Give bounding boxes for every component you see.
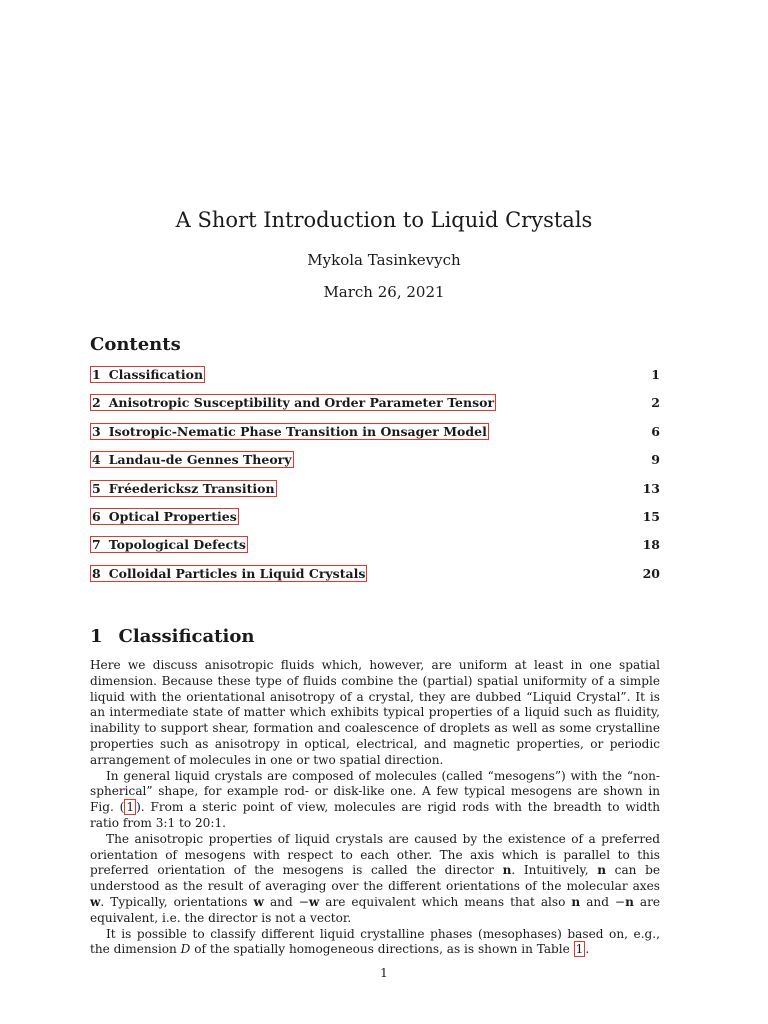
toc-page-number: 18 — [642, 537, 660, 553]
table-reference-link[interactable]: 1 — [575, 942, 584, 957]
toc-page-number: 6 — [651, 423, 660, 439]
toc-entry — [90, 508, 660, 536]
toc-page-number: 9 — [651, 452, 660, 468]
paragraph: It is possible to classify different liquid crystalline phases (mesophases) based on, e.g., the dimension D of the spatially homogeneous directions, as is shown in Table 1 . — [90, 926, 660, 957]
toc-link-classification[interactable]: 1 Classification — [92, 367, 204, 382]
section-body — [90, 658, 660, 958]
paragraph: The anisotropic properties of liquid crystals are caused by the existence of a preferred orientation of mesogens with respect to each other. The axis which is parallel to this preferred orientation of the mesogens is called the director n. Intuitively, n can be understood as the result of averaging over the different orientations of the molecular axes w. Typically, orientations w and −w are equivalent which means that also n and −n are equivalent, i.e. the director is not a vector. — [90, 831, 661, 925]
toc-entry — [90, 536, 660, 564]
toc-entry — [90, 366, 660, 394]
toc-link-optical-properties[interactable]: 6 Optical Properties — [92, 508, 237, 524]
date: March 26, 2021 — [323, 283, 445, 301]
toc-link-isotropic-nematic[interactable]: 3 Isotropic-Nematic Phase Transition in Onsager Model — [92, 423, 487, 439]
paragraph: In general liquid crystals are composed of molecules (called “mesogens”) with the “non-spherical” shape, for example rod- or disk-like one. A few typical mesogens are shown in Fig. ( 1 ). From a steric point of view, molecules are rigid rods with the breadth to width ratio from 3:1 to 20:1. — [90, 768, 660, 830]
toc-entry — [90, 451, 660, 479]
toc-link-anisotropic-susceptibility[interactable]: 2 Anisotropic Susceptibility and Order Parameter Tensor — [92, 395, 495, 411]
figure-reference-link[interactable]: 1 — [126, 800, 135, 815]
toc-entry — [90, 394, 660, 422]
toc-link-colloidal-particles[interactable]: 8 Colloidal Particles in Liquid Crystals — [92, 565, 366, 581]
contents-heading: Contents — [90, 334, 181, 355]
toc-link-landau-de-gennes[interactable]: 4 Landau-de Gennes Theory — [92, 452, 292, 468]
toc-page-number: 15 — [642, 508, 660, 524]
paragraph: Here we discuss anisotropic fluids which, however, are uniform at least in one spatial dimension. Because these type of fluids combine the (partial) spatial uniformity of a simple liquid with the orientational anisotropy of a crystal, they are dubbed “Liquid Crystal”. It is an intermediate state of matter which exhibits typical properties of a liquid such as fluidity, inability to support shear, formation and coalescence of droplets as well as some crystalline properties such as anisotropy in optical, electrical, and magnetic properties, or periodic arrangement of molecules in one or two spatial direction. — [90, 658, 660, 767]
table-of-contents — [90, 366, 660, 593]
section-heading: 1 Classification — [90, 626, 255, 647]
toc-page-number: 2 — [651, 395, 660, 411]
toc-page-number: 13 — [642, 480, 660, 496]
toc-entry — [90, 423, 660, 451]
page-number: 1 — [380, 966, 388, 980]
toc-link-topological-defects[interactable]: 7 Topological Defects — [92, 537, 246, 553]
toc-entry — [90, 480, 660, 508]
toc-page-number: 20 — [642, 565, 660, 581]
toc-page-number: 1 — [651, 367, 660, 382]
paper-title: A Short Introduction to Liquid Crystals — [175, 208, 593, 232]
toc-link-freedericksz[interactable]: 5 Fréedericksz Transition — [92, 480, 275, 496]
toc-entry — [90, 565, 660, 593]
author: Mykola Tasinkevych — [307, 251, 461, 269]
